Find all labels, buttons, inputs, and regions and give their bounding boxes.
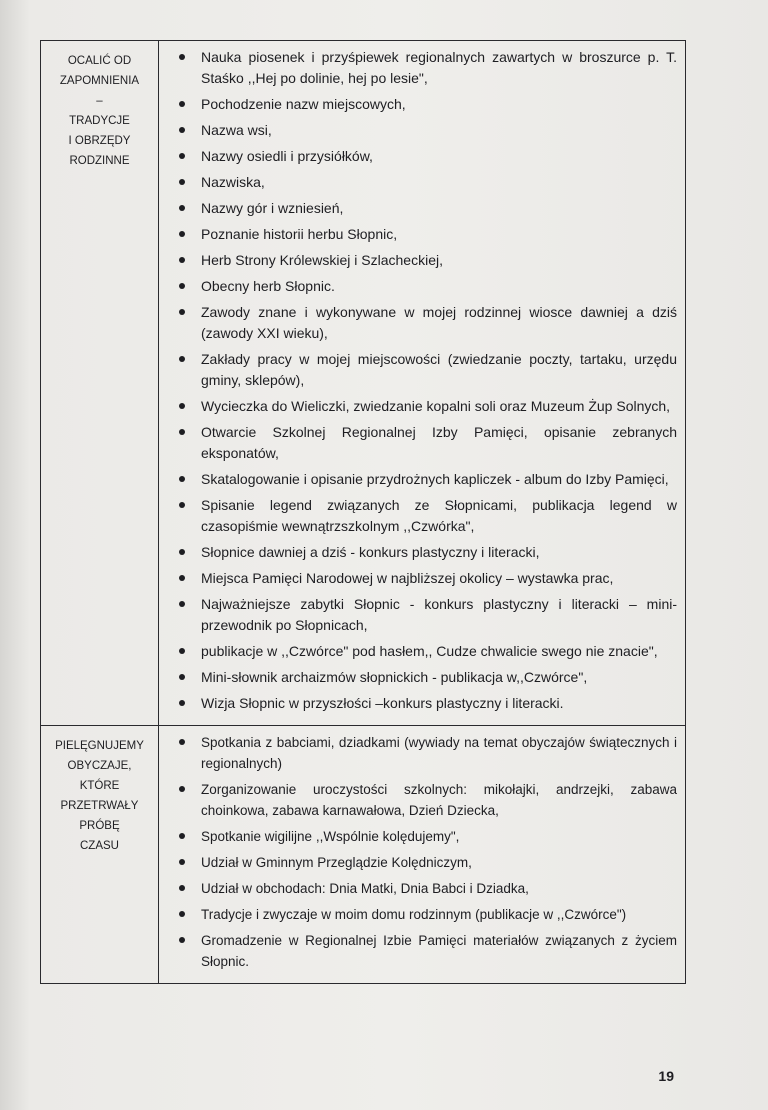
section-label [41, 41, 159, 725]
section-label [41, 726, 159, 983]
list-item: Nazwy gór i wzniesień, [159, 198, 677, 219]
list-item: Mini-słownik archaizmów słopnickich - publikacja w,,Czwórce", [159, 667, 677, 688]
list-item: Miejsca Pamięci Narodowej w najbliższej okolicy – wystawka prac, [159, 568, 677, 589]
label-line: TRADYCJE [69, 115, 130, 127]
list-item: Spotkanie wigilijne ,,Wspólnie kolędujemy", [159, 826, 677, 847]
list-item: Zorganizowanie uroczystości szkolnych: mikołajki, andrzejki, zabawa choinkowa, zabawa karnawałowa, Dzień Dziecka, [159, 779, 677, 821]
list-item: Skatalogowanie i opisanie przydrożnych kapliczek - album do Izby Pamięci, [159, 469, 677, 490]
list-item: Udział w obchodach: Dnia Matki, Dnia Babci i Dziadka, [159, 878, 677, 899]
label-line: – [96, 95, 103, 107]
label-line: OBYCZAJE, [67, 760, 132, 772]
list-item: Tradycje i zwyczaje w moim domu rodzinnym (publikacje w ,,Czwórce") [159, 904, 677, 925]
list-item: Zawody znane i wykonywane w mojej rodzinnej wiosce dawniej a dziś (zawody XXI wieku), [159, 302, 677, 344]
list-item: Poznanie historii herbu Słopnic, [159, 224, 677, 245]
list-item: Spisanie legend związanych ze Słopnicami, publikacja legend w czasopiśmie wewnątrzszkolnym ,,Czwórka", [159, 495, 677, 537]
list-item: Udział w Gminnym Przeglądzie Kolędniczym, [159, 852, 677, 873]
label-line: PIELĘGNUJEMY [55, 740, 144, 752]
program-table [40, 40, 686, 984]
list-item: Nazwa wsi, [159, 120, 677, 141]
section-content [159, 726, 685, 983]
list-item: Otwarcie Szkolnej Regionalnej Izby Pamięci, opisanie zebranych eksponatów, [159, 422, 677, 464]
list-item: Herb Strony Królewskiej i Szlacheckiej, [159, 250, 677, 271]
list-item: Obecny herb Słopnic. [159, 276, 677, 297]
list-item: Gromadzenie w Regionalnej Izbie Pamięci materiałów związanych z życiem Słopnic. [159, 930, 677, 972]
table-row [41, 725, 685, 983]
list-item: Najważniejsze zabytki Słopnic - konkurs plastyczny i literacki – mini-przewodnik po Słopnicach, [159, 594, 677, 636]
label-line: I OBRZĘDY [68, 135, 131, 147]
list-item: Zakłady pracy w mojej miejscowości (zwiedzanie poczty, tartaku, urzędu gminy, sklepów), [159, 349, 677, 391]
label-line: RODZINNE [69, 155, 130, 167]
list-item: Nauka piosenek i przyśpiewek regionalnych zawartych w broszurce p. T. Staśko ,,Hej po dolinie, hej po lesie", [159, 47, 677, 89]
list-item: Pochodzenie nazw miejscowych, [159, 94, 677, 115]
label-line: OCALIĆ OD [67, 55, 132, 67]
list-item: Nazwy osiedli i przysiółków, [159, 146, 677, 167]
label-line: PRÓBĘ [79, 820, 120, 832]
section-content [159, 41, 685, 725]
label-line: PRZETRWAŁY [60, 800, 139, 812]
list-item: Słopnice dawniej a dziś - konkurs plastyczny i literacki, [159, 542, 677, 563]
list-item: publikacje w ,,Czwórce" pod hasłem,, Cudze chwalicie swego nie znacie", [159, 641, 677, 662]
label-line: CZASU [80, 840, 119, 852]
label-line: ZAPOMNIENIA [59, 75, 140, 87]
list-item: Spotkania z babciami, dziadkami (wywiady na temat obyczajów świątecznych i regionalnych) [159, 732, 677, 774]
list-item: Wycieczka do Wieliczki, zwiedzanie kopalni soli oraz Muzeum Żup Solnych, [159, 396, 677, 417]
list-item: Nazwiska, [159, 172, 677, 193]
list-item: Wizja Słopnic w przyszłości –konkurs plastyczny i literacki. [159, 693, 677, 714]
label-line: KTÓRE [79, 780, 120, 792]
bullet-list [159, 732, 677, 972]
table-row [41, 41, 685, 725]
bullet-list [159, 47, 677, 714]
page-number: 19 [658, 1068, 674, 1084]
